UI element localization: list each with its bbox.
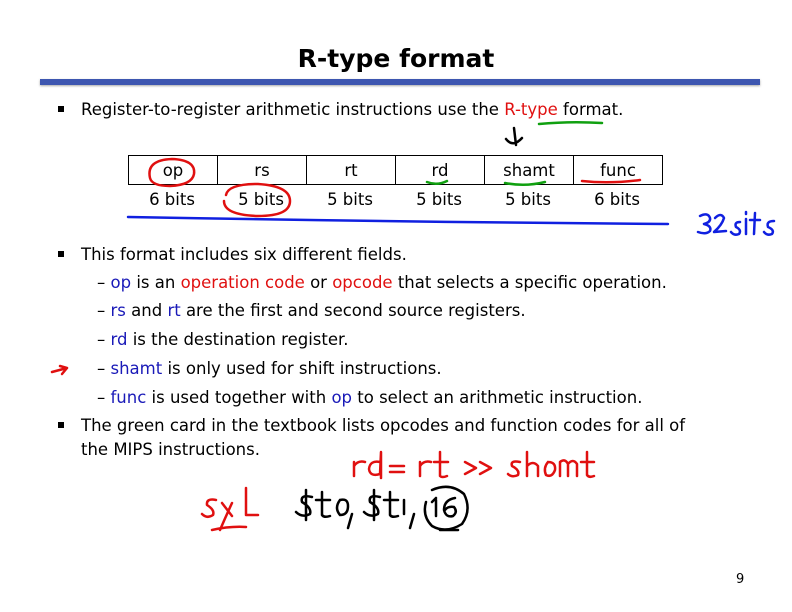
- rt-keyword: rt: [167, 301, 181, 320]
- sub-text: that selects a specific operation.: [392, 273, 667, 292]
- sub-bullet-shamt: – shamt is only used for shift instructions.: [97, 359, 442, 378]
- ink-arrow-shamt: [52, 366, 67, 374]
- rd-keyword: rd: [110, 330, 128, 349]
- bits-shamt: 5 bits: [505, 190, 551, 209]
- bullet-six-fields: This format includes six different fields.: [81, 245, 407, 264]
- sub-bullet-op: – op is an operation code or opcode that selects a specific operation.: [97, 273, 667, 292]
- field-rt: rt: [307, 156, 396, 185]
- r-type-keyword: R-type: [504, 100, 558, 119]
- bits-rd: 5 bits: [416, 190, 462, 209]
- ink-underline-bits-row: [128, 217, 668, 224]
- green-card-line1: The green card in the textbook lists opcodes and function codes for all of: [81, 416, 686, 435]
- ink-arrow-down-mark: [506, 128, 522, 145]
- page-number: 9: [736, 572, 745, 587]
- field-func: func: [574, 156, 663, 185]
- sub-text: is an: [131, 273, 181, 292]
- sub-bullet-func: – func is used together with op to select an arithmetic instruction.: [97, 388, 643, 407]
- bits-rs: 5 bits: [238, 190, 284, 209]
- ink-underline-rd: [427, 181, 447, 184]
- sub-text: is used together with: [146, 388, 332, 407]
- bits-rt: 5 bits: [327, 190, 373, 209]
- bullet1-text: Register-to-register arithmetic instructions use the: [81, 100, 505, 119]
- ink-circle-op: [149, 159, 194, 186]
- ink-circle-rs-bits: [224, 184, 290, 216]
- operation-code-keyword: operation code: [180, 273, 305, 292]
- sub-text: are the first and second source registers.: [180, 301, 526, 320]
- sub-text: or: [304, 273, 333, 292]
- op-keyword: op: [331, 388, 353, 407]
- sub-text: is only used for shift instructions.: [162, 359, 442, 378]
- sub-bullet-rd: – rd is the destination register.: [97, 330, 349, 349]
- slide-title: R-type format: [297, 44, 495, 73]
- shamt-keyword: shamt: [110, 359, 163, 378]
- func-keyword: func: [110, 388, 147, 407]
- field-shamt: shamt: [485, 156, 574, 185]
- field-op: op: [129, 156, 218, 185]
- ink-underline-r-type: [539, 122, 602, 124]
- sub-text: to select an arithmetic instruction.: [352, 388, 643, 407]
- ink-register-args: [296, 487, 468, 530]
- field-rd: rd: [396, 156, 485, 185]
- bullet1-text-end: format.: [557, 100, 624, 119]
- green-card-line2: the MIPS instructions.: [81, 440, 260, 459]
- field-rs: rs: [218, 156, 307, 185]
- bits-op: 6 bits: [149, 190, 195, 209]
- sub-text: and: [125, 301, 168, 320]
- ink-underline-shamt: [505, 182, 545, 185]
- bits-func: 6 bits: [594, 190, 640, 209]
- ink-rd-equals-rt-shift-shamt: [354, 452, 594, 478]
- ink-32-bits: [698, 212, 774, 235]
- ink-underline-func: [582, 180, 640, 182]
- sub-bullet-rs-rt: – rs and rt are the first and second source registers.: [97, 301, 526, 320]
- opcode-keyword: opcode: [332, 273, 393, 292]
- sub-text: is the destination register.: [127, 330, 349, 349]
- op-keyword: op: [110, 273, 132, 292]
- ink-sll-instruction: [202, 488, 258, 530]
- rs-keyword: rs: [110, 301, 126, 320]
